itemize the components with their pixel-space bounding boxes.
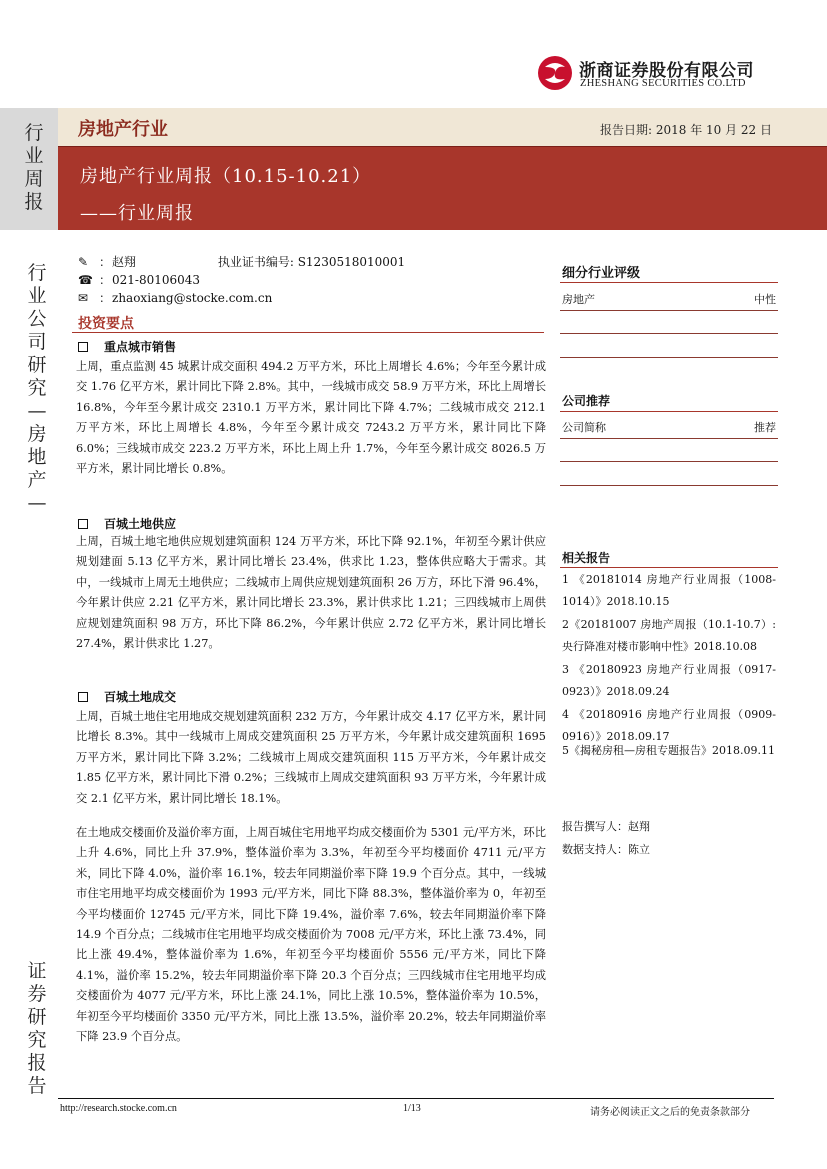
- header-divider: [58, 146, 827, 147]
- table-line: [560, 333, 778, 334]
- checkbox-bullet-icon: [78, 519, 88, 529]
- phone-icon: ☎: [78, 273, 93, 287]
- section-heading-land-supply: 百城土地供应: [78, 515, 176, 532]
- paragraph-land-price: 在土地成交楼面价及溢价率方面，上周百城住宅用地平均成交楼面价为 5301 元/平方米，环比上升 4.6%，同比上升 37.9%，整体溢价率为 3.3%，年初至今平均楼面价 4711 元/平方米，同比下降 4.0%，溢价率 16.1%，较去年同期溢价率下降 19.9 个百分点。其中，一线城市住宅用地平均成交楼面价为 1993 元/平方米，同比下降 88.3%，整体溢价率为 0，年初至今平均楼面价 12745 元/平方米，同比下降 19.4%，溢价率 7.6%，较去年同期溢价率下降 14.9 个百分点；二线城市住宅用地平均成交楼面价为 7008 元/平方米，环比上涨 73.4%，同比上涨 49.4%，整体溢价率为 1.6%，年初至今平均楼面价 5556 元/平方米，同比下降 4.1%，溢价率 15.2%，较去年同期溢价率下降 20.3 个百分点；三四线城市住宅用地平均成交楼面价为 4077 元/平方米，环比上涨 24.1%，同比上涨 10.5%，整体溢价率为 10.5%，年初至今平均楼面价 3350 元/平方米，同比上涨 13.5%，溢价率 20.2%，较去年同期溢价率下降 23.9 个百分点。: [76, 826, 546, 1044]
- report-date: 报告日期: 2018 年 10 月 22 日: [600, 123, 773, 137]
- company-heading: 公司推荐: [562, 394, 611, 408]
- envelope-icon: ✉: [78, 291, 89, 305]
- logo-english-name: ZHESHANG SECURITIES CO.LTD: [580, 78, 746, 89]
- rating-heading: 细分行业评级: [562, 266, 641, 281]
- sidebar-category-label: 行业公司研究—房地产—: [27, 262, 47, 514]
- table-line: [560, 438, 778, 439]
- table-line: [560, 461, 778, 462]
- zheshang-logo-icon: [537, 55, 573, 91]
- email-address[interactable]: zhaoxiang@stocke.com.cn: [112, 291, 273, 305]
- invest-heading: 投资要点: [78, 316, 134, 332]
- company-header-row: [562, 419, 776, 435]
- table-line: [560, 357, 778, 358]
- sidebar-report-type: 行业周报: [24, 122, 44, 213]
- report-subtitle: ——行业周报: [80, 203, 194, 224]
- industry-title: 房地产行业: [78, 119, 168, 140]
- section-heading-city-sales: 重点城市销售: [78, 338, 176, 355]
- invest-divider: [72, 332, 544, 333]
- email-row[interactable]: ✉ ：zhaoxiang@stocke.com.cn: [78, 291, 273, 305]
- related-report-4[interactable]: 4 《20180916 房地产行业周报（0909-0916）》2018.09.17: [562, 708, 776, 744]
- pen-icon: ✎: [78, 255, 89, 269]
- section-heading-land-transaction: 百城土地成交: [78, 688, 176, 705]
- analyst-row: ✎ ：赵翔 执业证书编号: S1230518010001: [78, 255, 406, 269]
- rating-row: [562, 291, 776, 307]
- page-number: 1/13: [403, 1103, 421, 1114]
- rating-value: 中性: [754, 293, 776, 306]
- paragraph-land-transaction: 上周，百城土地住宅用地成交规划建筑面积 232 万方，今年累计成交 4.17 亿平方米，累计同比增长 8.3%。其中一线城市上周成交建筑面积 25 万平方米，今年累计成交建筑面积 1695 万平方米，累计同比下降 3.2%；二线城市上周成交建筑面积 115 万平方米，今年累计成交 1.85 亿平方米，累计同比下滑 0.2%；三线城市上周成交建筑面积 93 万平方米，今年累计成交 2.1 亿平方米，累计同比增长 18.1%。: [76, 710, 546, 805]
- table-line: [560, 485, 778, 486]
- paragraph-land-supply: 上周，百城土地宅地供应规划建筑面积 124 万平方米，环比下降 92.1%，年初至今累计供应规划建面 5.13 亿平方米，累计同比增长 23.4%，供求比 1.23，整体供应略大于需求。其中，一线城市上周无土地供应；二线城市上周供应规划建筑面积 26 万方，环比下滑 96.4%，今年累计供应 2.21 亿平方米，累计同比增长 23.3%，累计供求比 1.21；三四线城市上周供应规划建筑面积 98 万方，环比下降 86.2%，今年累计供应 2.72 亿平方米，累计同比增长 27.4%，累计供求比 1.27。: [76, 535, 546, 651]
- sidebar-doc-type-label: 证券研究报告: [27, 960, 47, 1097]
- company-logo: [537, 52, 771, 96]
- company-col-name: 公司简称: [562, 421, 606, 434]
- data-supporter: 数据支持人：陈立: [562, 843, 650, 856]
- related-report-5[interactable]: 5《揭秘房租—房租专题报告》2018.09.11: [562, 744, 775, 757]
- logo-chinese-name: 浙商证券股份有限公司: [579, 61, 754, 81]
- paragraph-city-sales: 上周，重点监测 45 城累计成交面积 494.2 万平方米，环比上周增长 4.6%；今年至今累计成交 1.76 亿平方米，累计同比下降 2.8%。其中，一线城市成交 58.9 万平方米，环比上周增长 16.8%，今年至今累计成交 2310.1 万平方米，累计同比下降 4.7%；二线城市成交 212.1 万平方米，环比上周增长 4.8%，今年至今累计成交 7243.2 万平方米，累计同比下降 6.0%；三线城市成交 223.2 万平方米，环比上周上升 1.7%，今年至今累计成交 8026.5 万平方米，累计同比增长 0.8%。: [76, 360, 546, 476]
- report-writer: 报告撰写人：赵翔: [562, 820, 650, 833]
- checkbox-bullet-icon: [78, 342, 88, 352]
- checkbox-bullet-icon: [78, 692, 88, 702]
- rating-divider: [560, 282, 778, 283]
- phone-number: 021-80106043: [112, 273, 201, 287]
- phone-row: ☎ ：021-80106043: [78, 273, 201, 287]
- related-report-2[interactable]: 2《20181007 房地产周报（10.1-10.7）:央行降准对楼市影响中性》2018.10.08: [562, 618, 776, 654]
- footer-url-link[interactable]: http://research.stocke.com.cn: [60, 1103, 177, 1114]
- company-divider: [560, 411, 778, 412]
- footer-disclaimer: 请务必阅读正文之后的免责条款部分: [590, 1107, 750, 1118]
- analyst-name: 赵翔: [112, 255, 137, 269]
- rating-sector: 房地产: [562, 293, 595, 306]
- license-number: 执业证书编号: S1230518010001: [217, 255, 406, 269]
- related-report-3[interactable]: 3 《20180923 房地产行业周报（0917-0923）》2018.09.24: [562, 663, 776, 699]
- related-heading: 相关报告: [562, 551, 611, 565]
- report-title: 房地产行业周报（10.15-10.21）: [80, 166, 372, 187]
- table-line: [560, 310, 778, 311]
- related-report-1[interactable]: 1 《20181014 房地产行业周报（1008-1014）》2018.10.15: [562, 573, 776, 609]
- footer-divider: [58, 1098, 774, 1099]
- related-divider: [560, 567, 778, 568]
- company-col-recommend: 推荐: [754, 421, 776, 434]
